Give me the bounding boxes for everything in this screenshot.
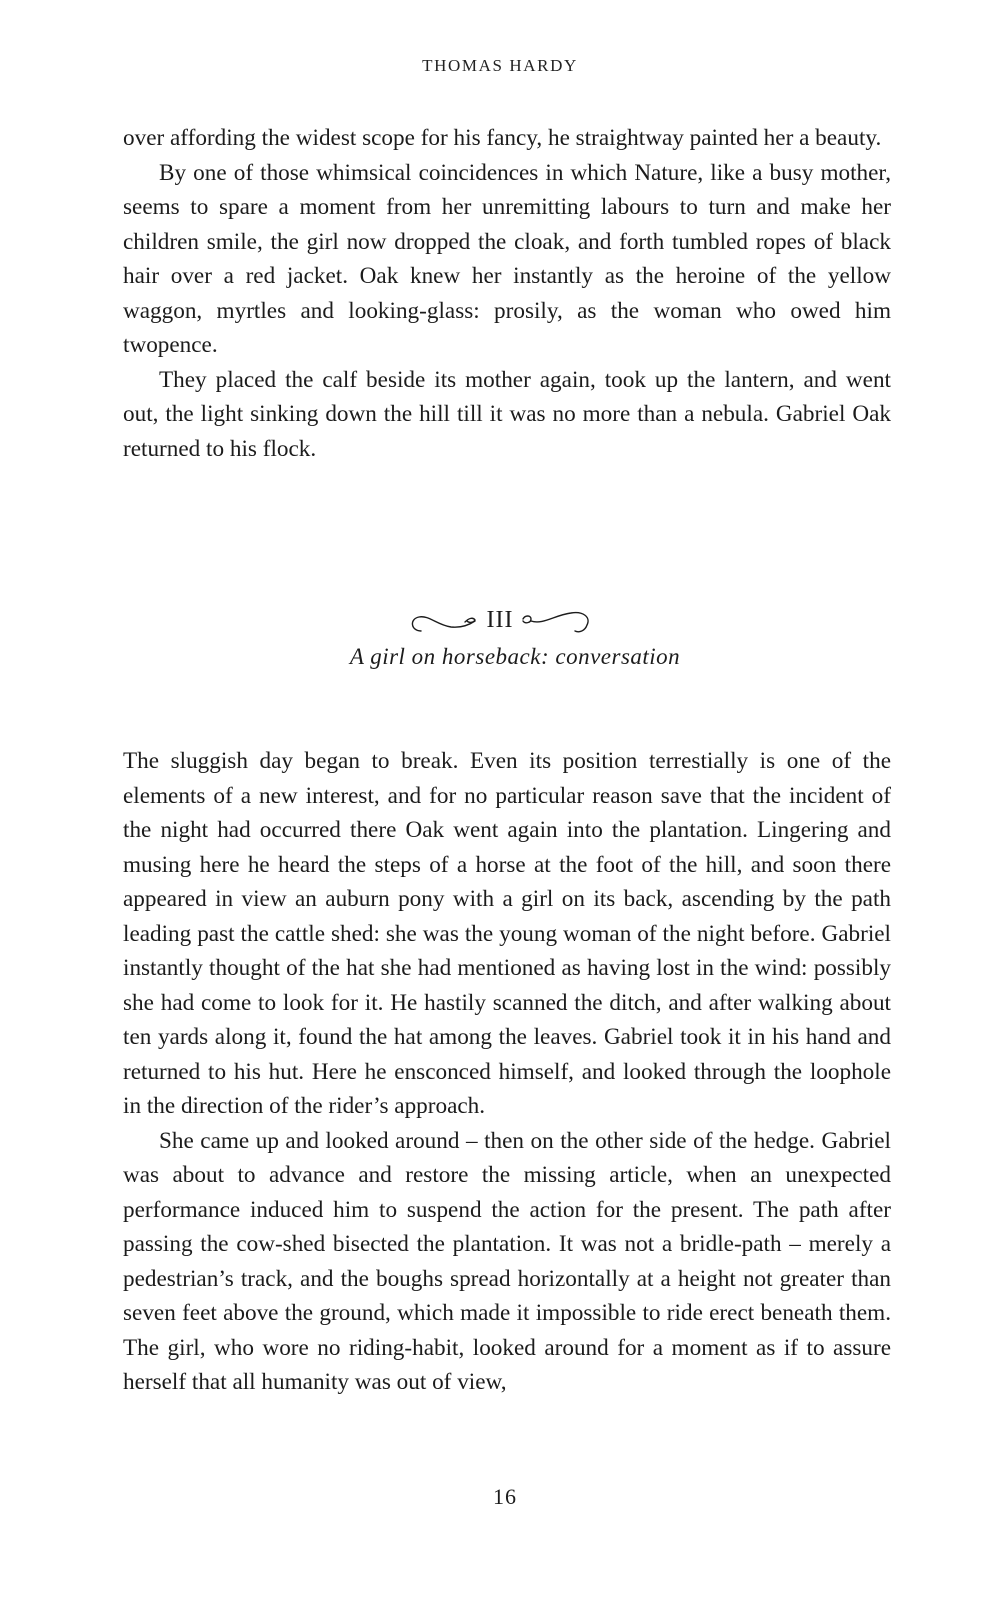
paragraph: They placed the calf beside its mother again, took up the lantern, and went out, the light sinking down the hill till it was no more than a nebula. Gabriel Oak returned to his flock. xyxy=(123,366,891,462)
chapter-heading xyxy=(0,600,1000,670)
running-head: THOMAS HARDY xyxy=(422,56,578,75)
chapter-subtitle: A girl on horseback: conversation xyxy=(349,644,681,669)
paragraph: She came up and looked around – then on the other side of the hedge. Gabriel was about to advance and restore the missing article, when an unexpected performance induced him to suspend the action for the present. The path after passing the cow-shed bisected the plantation. It was not a bridle-path – merely a pedestrian’s track, and the boughs spread horizontally at a height not greater than seven feet above the ground, which made it impossible to ride erect beneath them. The girl, who wore no riding-habit, looked around for a moment as if to assure herself that all humanity was out of view, xyxy=(123,1127,891,1395)
text-block-bottom xyxy=(123,744,891,1400)
right-flourish-icon xyxy=(515,605,593,635)
text-block-top xyxy=(123,121,891,466)
left-flourish-icon xyxy=(407,605,485,635)
paragraph: The sluggish day began to break. Even its position terrestially is one of the elements of a new interest, and for no particular reason save that the incident of the night had occurred there Oak went again into the plantation. Lingering and musing here he heard the steps of a horse at the foot of the hill, and soon there appeared in view an auburn pony with a girl on its back, ascending by the path leading past the cattle shed: she was the young woman of the night before. Gabriel instantly thought of the hat she had mentioned as having lost in the wind: possibly she had come to look for it. He hastily scanned the ditch, and after walking about ten yards along it, found the hat among the leaves. Gabriel took it in his hand and returned to his hut. Here he ensconced himself, and looked through the loophole in the direction of the rider’s approach. xyxy=(123,748,891,1119)
paragraph: By one of those whimsical coincidences in which Nature, like a busy mother, seems to spare a moment from her unremitting labours to turn and make her children smile, the girl now dropped the cloak, and forth tumbled ropes of black hair over a red jacket. Oak knew her instantly as the heroine of the yellow waggon, myrtles and looking-glass: prosily, as the woman who owed him twopence. xyxy=(123,159,891,358)
paragraph: over affording the widest scope for his fancy, he straightway painted her a beauty. xyxy=(123,125,882,151)
chapter-numeral: III xyxy=(486,606,514,633)
chapter-number-line xyxy=(0,600,1000,640)
page-number: 16 xyxy=(493,1484,517,1509)
